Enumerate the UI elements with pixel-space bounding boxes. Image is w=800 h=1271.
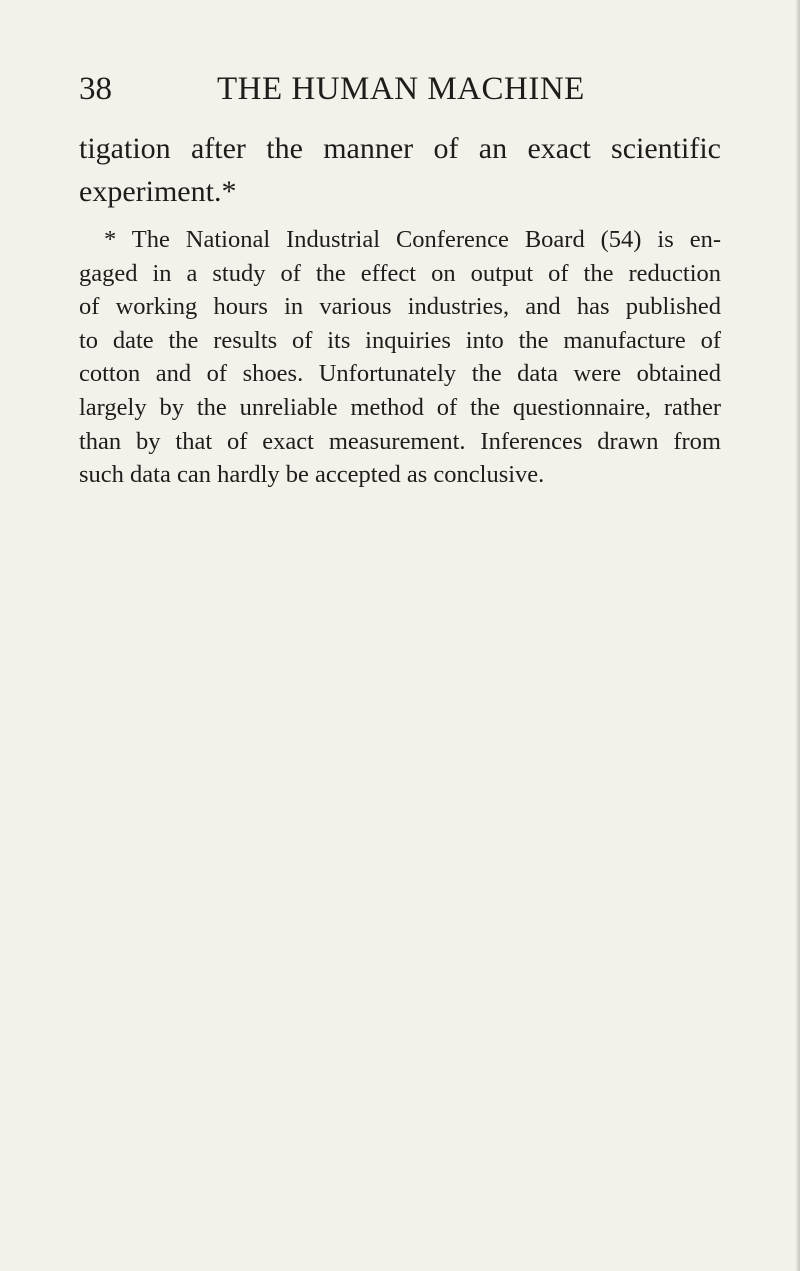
footnote-line: of working hours in various industries, and has published — [79, 293, 721, 321]
footnote-line: to date the results of its inquiries into the manufacture of — [79, 326, 721, 354]
footnote-line: * The National Industrial Conference Board (54) is en- — [104, 226, 721, 253]
footnote-line: cotton and of shoes. Unfortunately the data were obtained — [79, 360, 721, 388]
body-paragraph — [79, 127, 721, 213]
footnote — [79, 223, 721, 492]
footnote-line: largely by the unreliable method of the questionnaire, rather — [79, 393, 721, 421]
running-title: THE HUMAN MACHINE — [217, 71, 585, 107]
page-edge-shadow — [795, 0, 800, 1271]
footnote-line: such data can hardly be accepted as conclusive. — [79, 461, 545, 489]
running-head — [79, 64, 720, 114]
body-line: tigation after the manner of an exact scientific — [79, 132, 721, 165]
body-line: experiment.* — [79, 175, 237, 208]
footnote-line: gaged in a study of the effect on output of the reduction — [79, 259, 721, 287]
footnote-line: than by that of exact measurement. Inferences drawn from — [79, 427, 721, 455]
page-number: 38 — [79, 71, 112, 107]
